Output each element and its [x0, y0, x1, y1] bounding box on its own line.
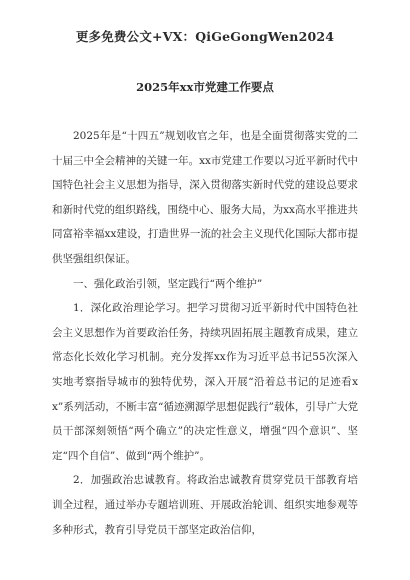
item-paragraph-2: 2．加强政治忠诚教育。将政治忠诚教育贯穿党员干部教育培训全过程，通过举办专题培训班、开展政治轮训、组织实地参观等多种形式，教育引导党员干部坚定政治信仰，	[52, 474, 358, 536]
section-heading-1: 一、强化政治引领，坚定践行“两个维护”	[73, 277, 263, 290]
document-title: 2025年xx市党建工作要点	[136, 80, 274, 94]
intro-paragraph: 2025年是“十四五”规划收官之年，也是全面贯彻落实党的二十届三中全会精神的关键一年。xx市党建工作要以习近平新时代中国特色社会主义思想为指导，深入贯彻落实新时代党的建设总要求和新时代党的组织路线，围绕中心、服务大局，为xx高水平推进共同富裕幸福xx建设，打造世界一流的社会主义现代化国际大都市提供坚强组织保证。	[52, 130, 358, 265]
header-watermark: 更多免费公文+VX：QiGeGongWen2024	[75, 29, 335, 44]
item-paragraph-1: 1．深化政治理论学习。把学习贯彻习近平新时代中国特色社会主义思想作为首要政治任务，持续巩固拓展主题教育成果，建立常态化长效化学习机制。充分发挥xx作为习近平总书记55次深入实地考察指导城市的独特优势，深入开展“沿着总书记的足迹看xx”系列活动，不断丰富“循迹溯源学思想促践行”载体，引导广大党员干部深刻领悟“两个确立”的决定性意义，增强“四个意识”、坚定“四个自信”、做到“两个维护”。	[52, 302, 358, 462]
